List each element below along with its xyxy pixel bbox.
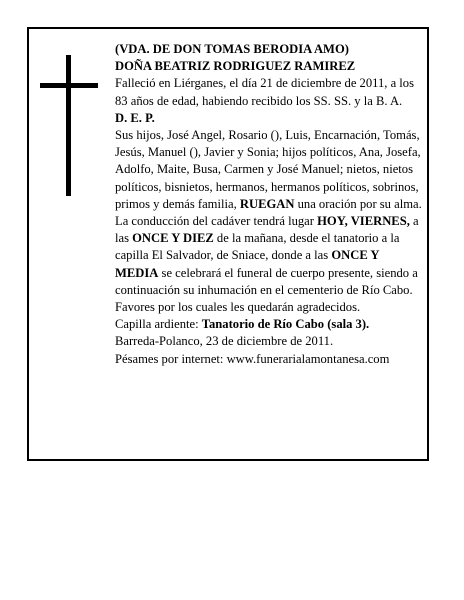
ruegan-text: RUEGAN xyxy=(239,196,295,211)
deceased-name: DOÑA BEATRIZ RODRIGUEZ RAMIREZ xyxy=(115,59,356,74)
family-list: Sus hijos, José Angel, Rosario (), Luis, Encarnación, Tomás, Jesús, Manuel (), Javier y Sonia; hijos políticos, Ana, Josefa, Adolfo, Maite, Busa, Carmen y José Manuel; nietos, nietos políticos, bisnietos, hermanos, hermanos políticos, sobrinos, primos y demás familia, xyxy=(115,128,421,211)
cross-icon xyxy=(40,55,98,196)
chapel-value: Tanatorio de Río Cabo (sala 3). xyxy=(201,317,370,332)
procession-time: ONCE Y DIEZ xyxy=(132,231,214,246)
chapel-label: Capilla ardiente: xyxy=(115,317,202,332)
day-text: HOY, VIERNES, xyxy=(317,214,410,229)
obituary-text xyxy=(115,41,423,368)
death-details-line2: 83 años de edad, habiendo recibido los SS. SS. y la B. A. xyxy=(115,93,403,108)
place-date: Barreda-Polanco, 23 de diciembre de 2011. xyxy=(115,334,334,349)
condolences-line: Pésames por internet: www.funerarialamontanesa.com xyxy=(115,351,390,366)
widow-of-line: (VDA. DE DON TOMAS BERODIA AMO) xyxy=(115,42,349,56)
obituary-notice xyxy=(27,27,429,461)
death-details-line1: Falleció en Liérganes, el día 21 de diciembre de 2011, a los xyxy=(115,76,415,91)
chapel-line xyxy=(115,316,423,333)
announcement-paragraph: Sus hijos, José Angel, Rosario (), Luis, Encarnación, Tomás, Jesús, Manuel (), Javier y Sonia; hijos políticos, Ana, Josefa, Adolfo, Maite, Busa, Carmen y José Manuel; nietos, nietos políticos, bisnietos, hermanos, hermanos políticos, sobrinos, primos y demás familia, RUEGAN una oración por su alma. La conducción del cadáver tendrá lugar HOY, VIERNES, a las ONCE Y DIEZ de la mañana, desde el tanatorio a la capilla El Salvador, de Sniace, donde a las ONCE Y MEDIA se celebrará el funeral de cuerpo presente, siendo a continuación su inhumación en el cementerio de Río Cabo. Favores por los cuales les quedarán agradecidos. xyxy=(115,128,422,315)
rip-label: D. E. P. xyxy=(115,110,155,125)
funeral-time: ONCE Y MEDIA xyxy=(115,248,380,280)
